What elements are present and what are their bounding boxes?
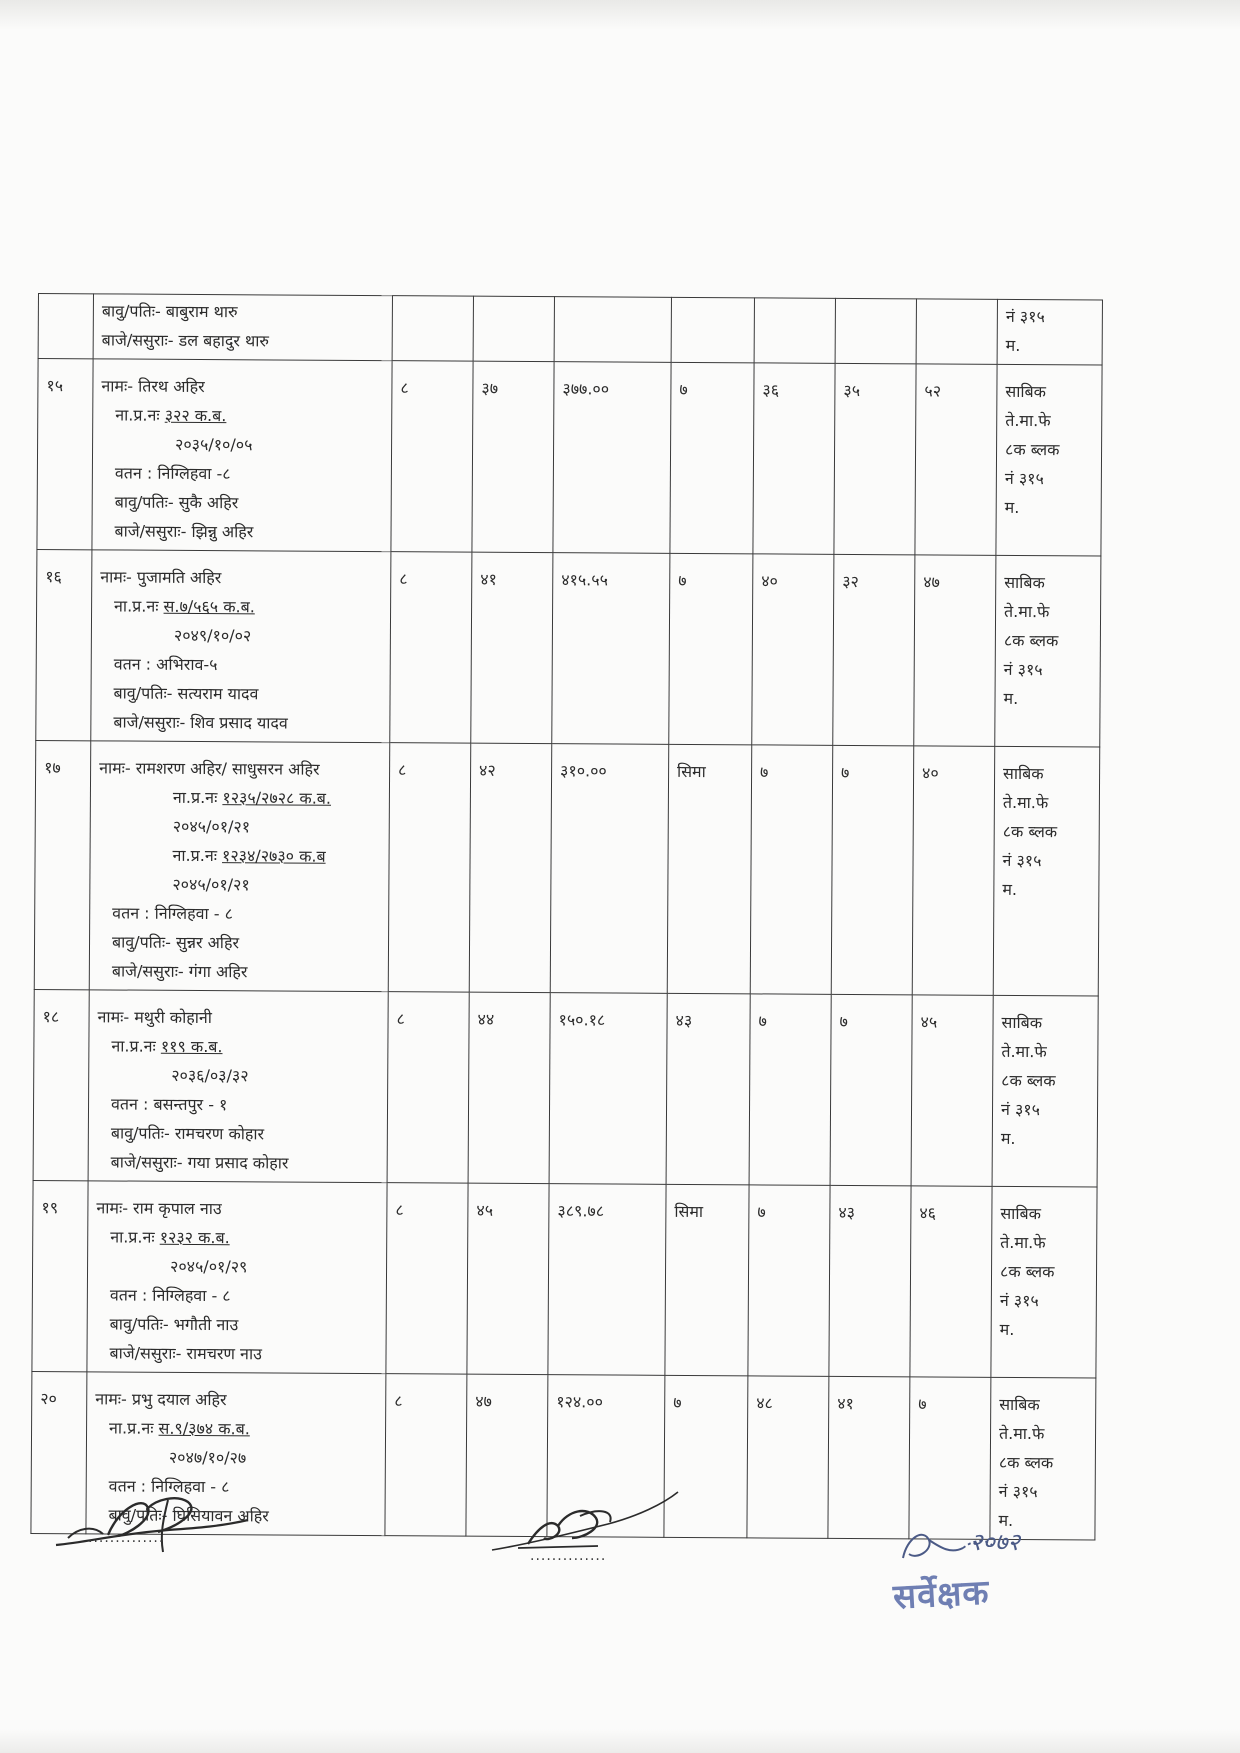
remark-line: नं ३१५	[1004, 468, 1044, 489]
owner-detail-line: २०४९/१०/०२	[173, 625, 252, 646]
remark-line: नं ३१५	[1000, 1099, 1041, 1120]
remark-line: ते.मा.फे	[1001, 1041, 1047, 1062]
owner-detail-line: नामः- मथुरी कोहानी	[97, 1007, 212, 1028]
owner-detail-line: नामः- पुजामति अहिर	[100, 567, 222, 588]
value-cell-c7: ७	[909, 1377, 991, 1539]
owner-detail-line	[96, 1222, 378, 1253]
owner-detail-line: बावु/पतिः- सत्यराम यादव	[113, 683, 259, 704]
remark-line: म.	[1003, 688, 1019, 708]
value-cell-c6: ३२	[833, 554, 915, 745]
serial-number-cell: २०	[31, 1371, 87, 1533]
value-cell-c3: ४१५.५५	[552, 553, 670, 745]
citizenship-prefix: ना.प्र.नः	[109, 1418, 159, 1438]
citizenship-prefix: ना.प्र.नः	[115, 405, 165, 425]
page-bottom-shadow	[0, 1729, 1240, 1753]
owner-detail-line: बाजे/ससुराः- झिन्नु अहिर	[114, 521, 254, 542]
remarks-cell	[995, 555, 1101, 747]
remarks-cell	[997, 299, 1102, 365]
signature-date-mark: २०७२	[970, 1528, 1020, 1556]
citizenship-prefix: ना.प्र.नः	[110, 1227, 160, 1247]
value-cell-c3: १२४.००	[547, 1375, 665, 1538]
value-cell-c5: ७	[748, 1185, 830, 1376]
page-top-shadow	[0, 0, 1240, 30]
remarks-cell	[996, 364, 1102, 556]
value-cell-c4	[671, 297, 754, 363]
value-cell-c4: ७	[669, 553, 753, 745]
value-cell-c1: ८	[385, 1374, 467, 1536]
owner-detail-line: नामः- रामशरण अहिर/ साधुसरन अहिर	[99, 758, 320, 779]
remark-line: ते.मा.फे	[1005, 410, 1051, 431]
citizenship-number: स.९/३७४ क.ब.	[158, 1418, 250, 1439]
value-cell-c6	[835, 298, 916, 363]
land-record-table-body	[31, 294, 1103, 1540]
table-row	[32, 1180, 1097, 1377]
remark-line: ते.मा.फे	[998, 1423, 1045, 1444]
land-record-table	[30, 293, 1103, 1540]
value-cell-c4: सिमा	[667, 744, 752, 994]
owner-detail-line: बावु/पतिः- रामचरण कोहार	[110, 1123, 265, 1144]
value-cell-c1: ८	[388, 743, 471, 992]
value-cell-c7: ५२	[915, 364, 997, 555]
citizenship-number: ११९ क.ब.	[160, 1036, 223, 1057]
table-row	[38, 294, 1102, 365]
serial-number-cell: १६	[36, 549, 92, 740]
owner-detail-line	[98, 840, 380, 871]
citizenship-number: स.७/५६५ क.ब.	[163, 596, 255, 617]
value-cell-c5: ४८	[747, 1376, 829, 1538]
serial-number-cell: १८	[33, 989, 89, 1180]
value-cell-c7	[916, 299, 997, 364]
owner-details-cell	[87, 1181, 387, 1374]
serial-number-cell	[38, 294, 93, 359]
owner-detail-line: २०४५/०१/२९	[169, 1256, 248, 1277]
owner-detail-line: २०४७/१०/२७	[168, 1447, 247, 1468]
remark-line: नं ३१५	[1003, 659, 1043, 680]
owner-detail-line: नामः- प्रभु दयाल अहिर	[95, 1389, 227, 1410]
remark-line: साबिक	[1005, 381, 1047, 402]
value-cell-c2: ४१	[471, 552, 553, 743]
citizenship-number: १२३४/२७३० क.ब	[222, 846, 326, 866]
value-cell-c7: ४७	[914, 555, 996, 746]
value-cell-c2: ४२	[469, 743, 552, 992]
value-cell-c6: ७	[831, 745, 914, 994]
remark-line: म.	[998, 1510, 1014, 1530]
table-row	[33, 989, 1098, 1186]
value-cell-c2: ४४	[468, 992, 550, 1183]
owner-details-cell	[93, 294, 392, 361]
remark-line: म.	[1005, 335, 1021, 356]
remark-line: नं ३१५	[1005, 306, 1045, 327]
signature-left	[48, 1490, 258, 1564]
value-cell-c6: ७	[830, 994, 912, 1185]
owner-detail-line: बाजे/ससुराः- गंगा अहिर	[111, 961, 248, 982]
citizenship-prefix: ना.प्र.नः	[114, 596, 164, 616]
value-cell-c1: ८	[390, 552, 472, 743]
citizenship-number: १२३२ क.ब.	[159, 1227, 230, 1248]
remark-line: साबिक	[1003, 763, 1044, 784]
owner-detail-line: नामः- तिरथ अहिर	[101, 376, 205, 397]
remark-line: ते.मा.फे	[1000, 1232, 1046, 1253]
owner-details-cell	[91, 550, 391, 743]
owner-detail-line: वतन : बसन्तपुर - १	[110, 1094, 228, 1115]
remarks-cell	[993, 746, 1100, 996]
value-cell-c6: ४३	[829, 1185, 911, 1376]
value-cell-c3	[554, 297, 671, 363]
remark-line: साबिक	[1000, 1203, 1041, 1224]
owner-detail-line: बावु/पतिः- सुन्नर अहिर	[111, 932, 240, 953]
table-row	[37, 359, 1102, 556]
serial-number-cell: १५	[37, 359, 93, 550]
value-cell-c1	[392, 296, 473, 361]
citizenship-prefix: ना.प्र.नः	[111, 1036, 161, 1056]
remark-line: ते.मा.फे	[1004, 601, 1050, 622]
value-cell-c2: ४७	[466, 1374, 548, 1536]
table-row	[36, 549, 1101, 746]
remark-line: म.	[1002, 879, 1018, 899]
remark-line: ८क ब्लक	[1005, 439, 1060, 460]
owner-details-cell	[92, 359, 392, 552]
signature-middle-dotted-line: ..............	[530, 1548, 607, 1564]
remark-line: साबिक	[1004, 572, 1045, 593]
value-cell-c5: ३६	[753, 363, 835, 554]
value-cell-c3: ३७७.००	[553, 362, 671, 554]
remark-line: ८क ब्लक	[1002, 821, 1058, 842]
citizenship-prefix: ना.प्र.नः	[172, 787, 223, 808]
value-cell-c3: १५०.१८	[549, 993, 667, 1185]
owner-detail-line: बावु/पतिः- सुकै अहिर	[114, 492, 239, 513]
owner-detail-line: बावु/पतिः- भगौती नाउ	[109, 1314, 239, 1335]
value-cell-c2	[473, 296, 554, 361]
remarks-cell	[992, 995, 1098, 1187]
remark-line: साबिक	[999, 1394, 1040, 1415]
owner-detail-line	[99, 782, 381, 813]
value-cell-c5: ७	[750, 745, 833, 994]
remark-line: ८क ब्लक	[999, 1261, 1055, 1282]
value-cell-c7: ४५	[911, 995, 993, 1186]
remark-line: ८क ब्लक	[998, 1452, 1054, 1473]
value-cell-c4: ७	[664, 1375, 748, 1538]
owner-detail-line	[100, 591, 382, 622]
remark-line: ८क ब्लक	[1001, 1070, 1056, 1091]
owner-detail-line: २०३५/१०/०५	[175, 434, 253, 455]
value-cell-c1: ८	[386, 1183, 468, 1374]
citizenship-number: ३२२ क.ब.	[164, 405, 227, 426]
remark-line: साबिक	[1001, 1012, 1043, 1033]
serial-number-cell: १७	[34, 740, 91, 989]
owner-details-cell	[88, 990, 388, 1183]
owner-detail-line: २०३६/०३/३२	[171, 1065, 249, 1086]
owner-detail-line	[95, 1413, 377, 1444]
remark-line: म.	[1004, 497, 1020, 517]
value-cell-c2: ३७	[472, 361, 554, 552]
owner-detail-line: वतन : अभिराव-५	[113, 654, 218, 675]
remarks-cell	[990, 1377, 1096, 1540]
value-cell-c5	[754, 298, 835, 363]
owner-detail-line: नामः- राम कृपाल नाउ	[96, 1198, 222, 1219]
value-cell-c2: ४५	[467, 1183, 549, 1374]
value-cell-c6: ४१	[828, 1376, 910, 1538]
owner-detail-line: बावु/पतिः- बाबुराम थारु	[101, 301, 238, 322]
remark-line: म.	[999, 1319, 1015, 1339]
remark-line: नं ३१५	[998, 1481, 1038, 1502]
remark-line: नं ३१५	[1002, 850, 1042, 871]
remark-line: ते.मा.फे	[1002, 792, 1049, 813]
owner-detail-line	[97, 1031, 379, 1062]
citizenship-prefix: ना.प्र.नः	[172, 845, 223, 866]
value-cell-c5: ७	[749, 994, 831, 1185]
value-cell-c7: ४०	[912, 746, 995, 995]
table-row	[34, 740, 1100, 995]
remark-line: म.	[1000, 1128, 1016, 1148]
remarks-cell	[991, 1186, 1097, 1378]
owner-detail-line: २०४५/०१/२१	[172, 816, 251, 837]
serial-number-cell: १९	[32, 1180, 88, 1371]
remark-line: ८क ब्लक	[1003, 630, 1059, 651]
owner-detail-line: वतन : निग्लिहवा -८	[114, 463, 231, 484]
owner-detail-line: बाजे/ससुराः- गया प्रसाद कोहार	[110, 1152, 289, 1173]
citizenship-number: १२३५/२७२८ क.ब.	[222, 788, 332, 808]
value-cell-c3: ३१०.००	[550, 744, 669, 994]
value-cell-c4: ४३	[666, 993, 750, 1185]
owner-detail-line: बाजे/ससुराः- डल बहादुर थारु	[101, 330, 270, 351]
owner-detail-line: वतन : निग्लिहवा - ८	[112, 903, 234, 924]
owner-details-cell	[89, 741, 390, 992]
value-cell-c5: ४०	[752, 554, 834, 745]
owner-detail-line	[101, 400, 383, 431]
value-cell-c3: ३८९.७८	[548, 1184, 666, 1376]
value-cell-c7: ४६	[910, 1186, 992, 1377]
owner-detail-line: बाजे/ससुराः- रामचरण नाउ	[109, 1343, 262, 1364]
remark-line: नं ३१५	[999, 1290, 1039, 1311]
value-cell-c4: ७	[670, 362, 754, 554]
value-cell-c6: ३५	[834, 363, 916, 554]
surveyor-stamp: सर्वेक्षक	[892, 1572, 991, 1618]
owner-detail-line: बावु/पतिः- घिसियावन अहिर	[108, 1505, 269, 1526]
owner-detail-line: वतन : निग्लिहवा - ८	[108, 1476, 230, 1497]
value-cell-c1: ८	[391, 361, 473, 552]
value-cell-c1: ८	[387, 992, 469, 1183]
value-cell-c4: सिमा	[665, 1184, 749, 1376]
signature-left-dotted-line: ..............	[88, 1530, 165, 1546]
owner-detail-line: वतन : निग्लिहवा - ८	[109, 1285, 231, 1306]
owner-detail-line: बाजे/ससुराः- शिव प्रसाद यादव	[113, 712, 288, 733]
owner-detail-line: २०४५/०१/२१	[172, 874, 250, 895]
